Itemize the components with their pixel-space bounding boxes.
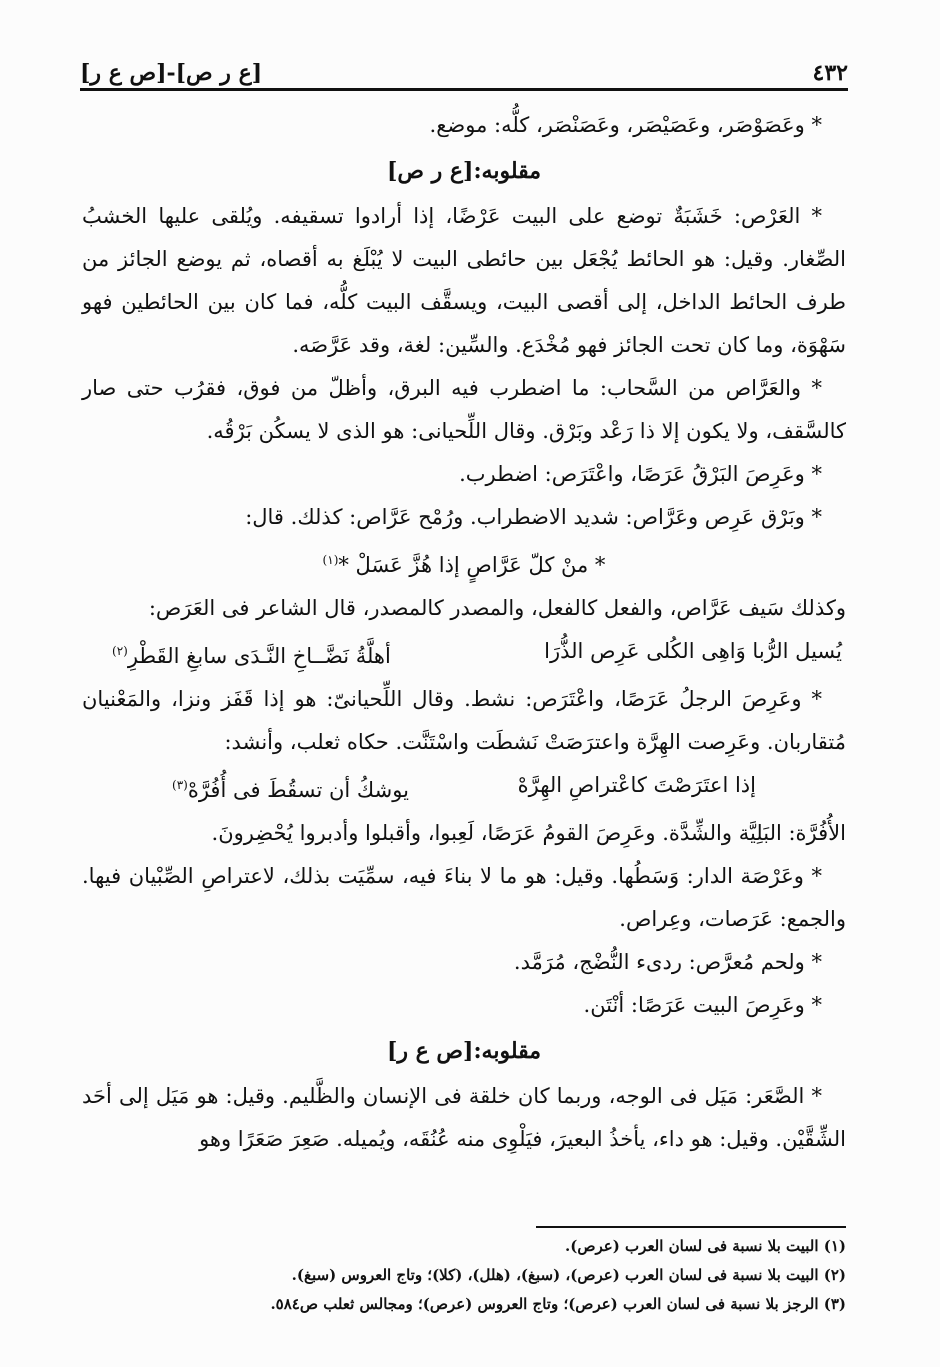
entry-paragraph: * وعَرْصَة الدار: وَسَطُها. وقيل: هو ما لا بناءَ فيه، سمِّيَت بذلك، لاعتراصِ الصِّبْيان فيها. والجمع: عَرَصات، وعِراص. [82,864,846,931]
footnote-marker: (٣) [172,778,188,792]
verse-hemistich-first: يُسيل الرُّبا وَاهِى الكُلى عَرِص الذُّرَا [544,639,842,663]
page-header [80,52,848,86]
section-heading: مقلوبه:[ع ر ص] [386,158,542,184]
page-number: ٤٣٢ [812,60,848,86]
entry-paragraph: * ولحم مُعرَّص: ردىء النُّضْج، مُرَمَّد. [513,950,822,974]
footnote: (٣) الرجز بلا نسبة فى لسان العرب (عرص)؛ وتاج العروس (عرص)؛ ومجالس ثعلب ص٥٨٤. [270,1295,846,1313]
header-rule [80,88,848,91]
entry-paragraph: وكذلك سَيف عَرَّاص، والفعل كالفعل، والمصدر كالمصدر، قال الشاعر فى العَرَص: [148,596,846,620]
verse-hemistich-second [112,630,391,678]
entry-paragraph: * وعَرِصَ الرجلُ عَرَصًا، واعْتَرَص: نشط. وقال اللِّحيانىّ: هو إذا قَفَز ونزا، والمَعْنيان مُتقاربان. وعَرِصت الهِرَّة واعترَصَتْ نَشطَت واسْتَنَّت. حكاه ثعلب، وأنشد: [82,687,846,754]
footnote-marker: (١) [322,553,339,567]
entry-paragraph: * وعَرِصَ البَرْقُ عَرَصًا، واعْتَرَص: اضطرب. [459,462,822,486]
verse-text: * منْ كلّ عَرَّاصٍ إذا هُزَّ عَسَلْ * [338,553,606,577]
verse-text: يوشكُ أن تسقُطَ فى أُفُرَّهْ [187,778,409,802]
verse-couplet [82,764,846,812]
footnote: (٢) البيت بلا نسبة فى لسان العرب (عرص)، (سبغ)، (هلل)، (كلا)؛ وتاج العروس (سبغ). [291,1266,846,1284]
entry-paragraph: * وبَرْق عَرِص وعَرَّاص: شديد الاضطراب. ورُمْح عَرَّاص: كذلك. قال: [245,505,822,529]
section-heading: مقلوبه:[ص ع ر] [386,1038,542,1064]
entry-paragraph: الأُفُرَّة: البَلِيَّة والشِّدَّة. وعَرِصَ القومُ عَرَصًا، لَعِبوا، وأقبلوا وأدبروا يُحْضِرونَ. [211,821,846,845]
footnotes [82,1232,846,1319]
verse-hemistich-first: إذا اعتَرَصْتَ كاعْتراصِ الهِرَّهْ [517,773,756,797]
main-text [82,104,846,1161]
running-title: [ع ر ص]-[ص ع ر] [80,60,263,86]
footnote-marker: (٢) [112,644,128,658]
entry-paragraph: * الصَّعَر: مَيَل فى الوجه، وربما كان خلقة فى الإنسان والظَّليم. وقيل: هو مَيَل إلى أحَد الشِّقَّيْن. وقيل: هو داء، يأخذُ البعيرَ، فيَلْوِى منه عُنُقَه، ويُميله. صَعِرَ صَعَرًا وهو [82,1084,846,1151]
entry-paragraph: * وعَصَوْصَر، وعَصَيْصَر، وعَصَنْصَر، كلُّه: موضع. [429,113,822,137]
entry-paragraph: * والعَرَّاص من السَّحاب: ما اضطرب فيه البرق، وأظلّ من فوق، فقرُب حتى صار كالسَّقف، ولا يكون إلا ذا رَعْد وبَرْق. وقال اللِّحيانى: هو الذى لا يسكُن بَرْقُه. [82,376,846,443]
entry-paragraph: * العَرْص: خَشَبَةٌ توضع على البيت عَرْضًا، إذا أرادوا تسقيفه. ويُلقى عليها الخشبُ الصِّغار. وقيل: هو الحائط يُجْعَل بين حائطى البيت لا يُبْلَغ به أقصاه، ثم يوضع الجائز من طرف الحائط الداخل، إلى أقصى البيت، ويسقَّف البيت كلُّه، فما كان بين الحائطين فهو سَهْوَة، وما كان تحت الجائز فهو مُخْدَع. والسِّين: لغة، وقد عَرَّصَه. [82,204,846,357]
verse-hemistich-second [172,764,409,812]
verse-couplet [82,630,846,678]
entry-paragraph: * وعَرِصَ البيت عَرَصًا: أنْتَن. [583,993,822,1017]
verse-text: أهلَّةُ نَضَّــاخِ النَّـدَى سابغِ القَطْرِ [127,644,391,668]
verse-line [82,539,846,587]
footnote-rule [536,1226,846,1228]
footnote: (١) البيت بلا نسبة فى لسان العرب (عرص). [565,1237,846,1255]
